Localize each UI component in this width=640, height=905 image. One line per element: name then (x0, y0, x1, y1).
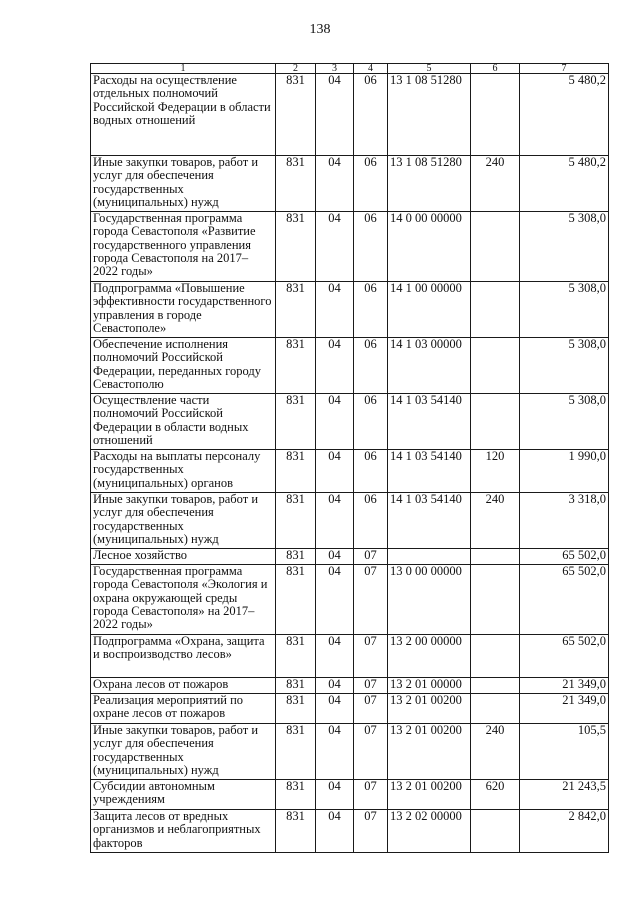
row-target-code: 14 0 00 00000 (388, 212, 471, 282)
row-subsection-code: 06 (354, 282, 388, 338)
row-gr-code: 831 (276, 450, 316, 493)
row-target-code: 13 2 01 00200 (388, 724, 471, 780)
row-name: Субсидии автономным учреждениям (91, 780, 276, 810)
row-amount: 65 502,0 (520, 549, 609, 565)
row-amount: 5 308,0 (520, 338, 609, 394)
table-row (91, 282, 609, 338)
row-target-code: 13 2 00 00000 (388, 635, 471, 678)
row-amount: 3 318,0 (520, 493, 609, 549)
row-gr-code: 831 (276, 338, 316, 394)
table-row (91, 450, 609, 493)
row-section-code: 04 (316, 74, 354, 156)
row-gr-code: 831 (276, 282, 316, 338)
row-target-code: 14 1 03 00000 (388, 338, 471, 394)
row-gr-code: 831 (276, 635, 316, 678)
row-expense-type (471, 678, 520, 694)
row-target-code: 13 2 02 00000 (388, 810, 471, 853)
table-row (91, 338, 609, 394)
row-subsection-code: 07 (354, 565, 388, 635)
row-amount: 65 502,0 (520, 635, 609, 678)
row-subsection-code: 07 (354, 549, 388, 565)
row-target-code: 14 1 00 00000 (388, 282, 471, 338)
row-expense-type (471, 394, 520, 450)
row-section-code: 04 (316, 724, 354, 780)
row-gr-code: 831 (276, 694, 316, 724)
table-row (91, 724, 609, 780)
row-gr-code: 831 (276, 549, 316, 565)
row-name: Осуществление части полномочий Российской Федерации в области водных отношений (91, 394, 276, 450)
row-subsection-code: 06 (354, 212, 388, 282)
row-name: Подпрограмма «Повышение эффективности государственного управления в городе Севастополе» (91, 282, 276, 338)
table-row (91, 635, 609, 678)
row-amount: 1 990,0 (520, 450, 609, 493)
row-subsection-code: 06 (354, 338, 388, 394)
row-expense-type: 240 (471, 156, 520, 212)
header-col-6: 6 (471, 64, 520, 74)
row-gr-code: 831 (276, 565, 316, 635)
row-subsection-code: 06 (354, 493, 388, 549)
table-row (91, 493, 609, 549)
row-section-code: 04 (316, 810, 354, 853)
row-target-code: 14 1 03 54140 (388, 394, 471, 450)
row-section-code: 04 (316, 678, 354, 694)
row-section-code: 04 (316, 493, 354, 549)
row-gr-code: 831 (276, 74, 316, 156)
row-subsection-code: 07 (354, 810, 388, 853)
budget-table (90, 63, 609, 853)
row-target-code: 13 2 01 00200 (388, 694, 471, 724)
row-gr-code: 831 (276, 780, 316, 810)
row-subsection-code: 06 (354, 450, 388, 493)
row-gr-code: 831 (276, 212, 316, 282)
row-subsection-code: 06 (354, 394, 388, 450)
row-amount: 65 502,0 (520, 565, 609, 635)
table-row (91, 678, 609, 694)
row-expense-type (471, 635, 520, 678)
row-amount: 5 308,0 (520, 212, 609, 282)
table-row (91, 810, 609, 853)
row-section-code: 04 (316, 549, 354, 565)
row-amount: 21 243,5 (520, 780, 609, 810)
row-name: Государственная программа города Севастополя «Экология и охрана окружающей среды города Севастополя» на 2017–2022 годы» (91, 565, 276, 635)
row-gr-code: 831 (276, 394, 316, 450)
row-section-code: 04 (316, 156, 354, 212)
row-expense-type: 120 (471, 450, 520, 493)
table-row (91, 394, 609, 450)
row-name: Расходы на осуществление отдельных полномочий Российской Федерации в области водных отношений (91, 74, 276, 156)
row-expense-type: 620 (471, 780, 520, 810)
row-target-code: 13 0 00 00000 (388, 565, 471, 635)
table-row (91, 694, 609, 724)
row-subsection-code: 07 (354, 724, 388, 780)
row-target-code: 13 1 08 51280 (388, 74, 471, 156)
row-expense-type (471, 338, 520, 394)
row-name: Иные закупки товаров, работ и услуг для обеспечения государственных (муниципальных) нужд (91, 156, 276, 212)
row-target-code: 13 1 08 51280 (388, 156, 471, 212)
row-expense-type (471, 212, 520, 282)
row-section-code: 04 (316, 450, 354, 493)
row-expense-type (471, 694, 520, 724)
row-name: Иные закупки товаров, работ и услуг для обеспечения государственных (муниципальных) нужд (91, 724, 276, 780)
row-section-code: 04 (316, 780, 354, 810)
row-gr-code: 831 (276, 810, 316, 853)
header-col-2: 2 (276, 64, 316, 74)
row-subsection-code: 07 (354, 678, 388, 694)
row-name: Лесное хозяйство (91, 549, 276, 565)
header-col-5: 5 (388, 64, 471, 74)
row-gr-code: 831 (276, 724, 316, 780)
row-section-code: 04 (316, 565, 354, 635)
row-section-code: 04 (316, 282, 354, 338)
header-col-1: 1 (91, 64, 276, 74)
table-body (91, 74, 609, 853)
row-section-code: 04 (316, 635, 354, 678)
row-expense-type (471, 74, 520, 156)
table-row (91, 74, 609, 156)
row-target-code: 13 2 01 00200 (388, 780, 471, 810)
row-expense-type (471, 810, 520, 853)
row-expense-type: 240 (471, 724, 520, 780)
header-col-3: 3 (316, 64, 354, 74)
row-target-code: 14 1 03 54140 (388, 493, 471, 549)
header-col-4: 4 (354, 64, 388, 74)
row-amount: 21 349,0 (520, 678, 609, 694)
table-header-row (91, 64, 609, 74)
row-amount: 21 349,0 (520, 694, 609, 724)
row-name: Расходы на выплаты персоналу государственных (муниципальных) органов (91, 450, 276, 493)
row-section-code: 04 (316, 394, 354, 450)
row-gr-code: 831 (276, 493, 316, 549)
row-amount: 2 842,0 (520, 810, 609, 853)
row-gr-code: 831 (276, 156, 316, 212)
row-subsection-code: 06 (354, 74, 388, 156)
row-name: Обеспечение исполнения полномочий Российской Федерации, переданных городу Севастополю (91, 338, 276, 394)
row-subsection-code: 07 (354, 694, 388, 724)
row-target-code: 14 1 03 54140 (388, 450, 471, 493)
row-amount: 105,5 (520, 724, 609, 780)
row-name: Охрана лесов от пожаров (91, 678, 276, 694)
row-amount: 5 480,2 (520, 156, 609, 212)
row-section-code: 04 (316, 338, 354, 394)
table-row (91, 780, 609, 810)
row-expense-type (471, 549, 520, 565)
row-target-code: 13 2 01 00000 (388, 678, 471, 694)
row-amount: 5 480,2 (520, 74, 609, 156)
row-name: Государственная программа города Севастополя «Развитие государственного управления города Севастополя на 2017–2022 годы» (91, 212, 276, 282)
row-name: Реализация мероприятий по охране лесов от пожаров (91, 694, 276, 724)
row-name: Подпрограмма «Охрана, защита и воспроизводство лесов» (91, 635, 276, 678)
row-amount: 5 308,0 (520, 394, 609, 450)
row-expense-type (471, 282, 520, 338)
row-section-code: 04 (316, 694, 354, 724)
row-expense-type (471, 565, 520, 635)
row-amount: 5 308,0 (520, 282, 609, 338)
row-subsection-code: 06 (354, 156, 388, 212)
table-row (91, 156, 609, 212)
row-name: Иные закупки товаров, работ и услуг для обеспечения государственных (муниципальных) нужд (91, 493, 276, 549)
row-name: Защита лесов от вредных организмов и неблагоприятных факторов (91, 810, 276, 853)
table-row (91, 565, 609, 635)
row-target-code (388, 549, 471, 565)
row-expense-type: 240 (471, 493, 520, 549)
page-number: 138 (309, 22, 331, 37)
row-subsection-code: 07 (354, 635, 388, 678)
header-col-7: 7 (520, 64, 609, 74)
row-gr-code: 831 (276, 678, 316, 694)
row-section-code: 04 (316, 212, 354, 282)
table-row (91, 212, 609, 282)
table-row (91, 549, 609, 565)
row-subsection-code: 07 (354, 780, 388, 810)
